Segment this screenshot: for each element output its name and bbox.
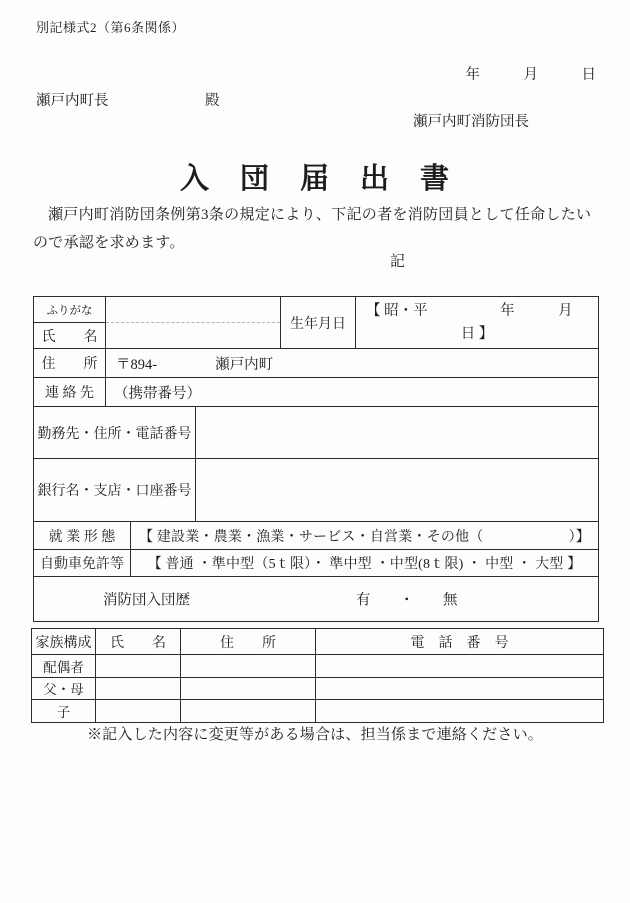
- employment-options: 【 建設業・農業・漁業・サービス・自営業・その他（ ）】: [138, 529, 591, 545]
- birthdate-label: 生年月日: [281, 297, 356, 348]
- sender: 瀬戸内町消防団長: [413, 114, 529, 130]
- main-table: [33, 296, 599, 622]
- family-row-spouse: [32, 654, 603, 677]
- address-value-cell: [106, 349, 598, 377]
- family-row-label: 配偶者: [32, 655, 96, 677]
- history-options: 有 ・ 無: [356, 592, 458, 609]
- birthdate-value-cell: [356, 297, 598, 348]
- family-address-cell: [181, 655, 316, 677]
- bank-label: 銀行名・支店・口座番号: [34, 459, 196, 521]
- town-name: 瀬戸内町: [215, 356, 274, 373]
- license-label: 自動車免許等: [34, 550, 131, 576]
- history-label: 消防団入団歴: [103, 592, 190, 609]
- address-row: [34, 348, 598, 377]
- family-header-phone: 電 話 番 号: [410, 635, 509, 651]
- family-row-child: [32, 699, 603, 722]
- workplace-label: 勤務先・住所・電話番号: [34, 407, 196, 458]
- family-header-address: 住 所: [181, 629, 316, 654]
- footnote: ※記入した内容に変更等がある場合は、担当係まで連絡ください。: [86, 727, 543, 743]
- form-code: 別記様式2（第6条関係）: [36, 20, 186, 35]
- contact-hint: （携帯番号）: [114, 385, 201, 402]
- license-row: [34, 549, 598, 576]
- body-paragraph: 瀬戸内町消防団条例第3条の規定により、下記の者を消防団員として任命したいので承認を求めます。: [33, 207, 592, 252]
- address-label: 住 所: [34, 349, 106, 377]
- family-name-cell: [96, 678, 181, 700]
- family-address-cell: [181, 678, 316, 700]
- family-header-composition: 家族構成: [32, 629, 96, 654]
- name-value-cell: [106, 323, 280, 348]
- employment-label: 就 業 形 態: [34, 522, 131, 549]
- family-row-parents: [32, 677, 603, 700]
- furigana-label: ふりがな: [34, 297, 105, 323]
- contact-row: [34, 377, 598, 406]
- date-line: 年 月 日: [465, 67, 596, 83]
- birthdate-era-line: 【 昭・平 年 月: [366, 303, 573, 319]
- family-header-name: 氏 名: [96, 629, 181, 654]
- name-label-column: [34, 297, 106, 348]
- family-table: [31, 628, 604, 723]
- name-value-column: [106, 297, 281, 348]
- name-label: 氏 名: [41, 329, 98, 345]
- workplace-value-cell: [196, 407, 598, 458]
- contact-value-cell: [106, 378, 598, 406]
- addressee: 瀬戸内町長: [36, 93, 109, 109]
- ki-marker: 記: [390, 254, 406, 270]
- contact-label: 連 絡 先: [34, 378, 106, 406]
- family-phone-cell: [316, 655, 603, 677]
- furigana-value-cell: [106, 297, 280, 323]
- postal-code: 〒894-: [116, 356, 158, 373]
- family-phone-cell: [316, 678, 603, 700]
- addressee-honorific: 殿: [205, 93, 220, 109]
- birthdate-day-line: 日 】: [460, 326, 494, 342]
- family-header-row: [32, 629, 603, 654]
- family-row-label: 父・母: [32, 678, 96, 700]
- name-birthdate-row: [34, 297, 598, 348]
- family-name-cell: [96, 700, 181, 722]
- document-title: 入 団 届 出 書: [179, 163, 450, 195]
- history-row: [34, 576, 598, 621]
- family-name-cell: [96, 655, 181, 677]
- license-options: 【 普通 ・準中型（5ｔ限）・ 準中型 ・中型(8ｔ限) ・ 中型 ・ 大型 】: [147, 557, 582, 572]
- bank-value-cell: [196, 459, 598, 521]
- workplace-row: [34, 406, 598, 458]
- family-row-label: 子: [32, 700, 96, 722]
- employment-row: [34, 521, 598, 549]
- bank-row: [34, 458, 598, 521]
- addressee-line: [36, 89, 596, 110]
- family-address-cell: [181, 700, 316, 722]
- family-phone-cell: [316, 700, 603, 722]
